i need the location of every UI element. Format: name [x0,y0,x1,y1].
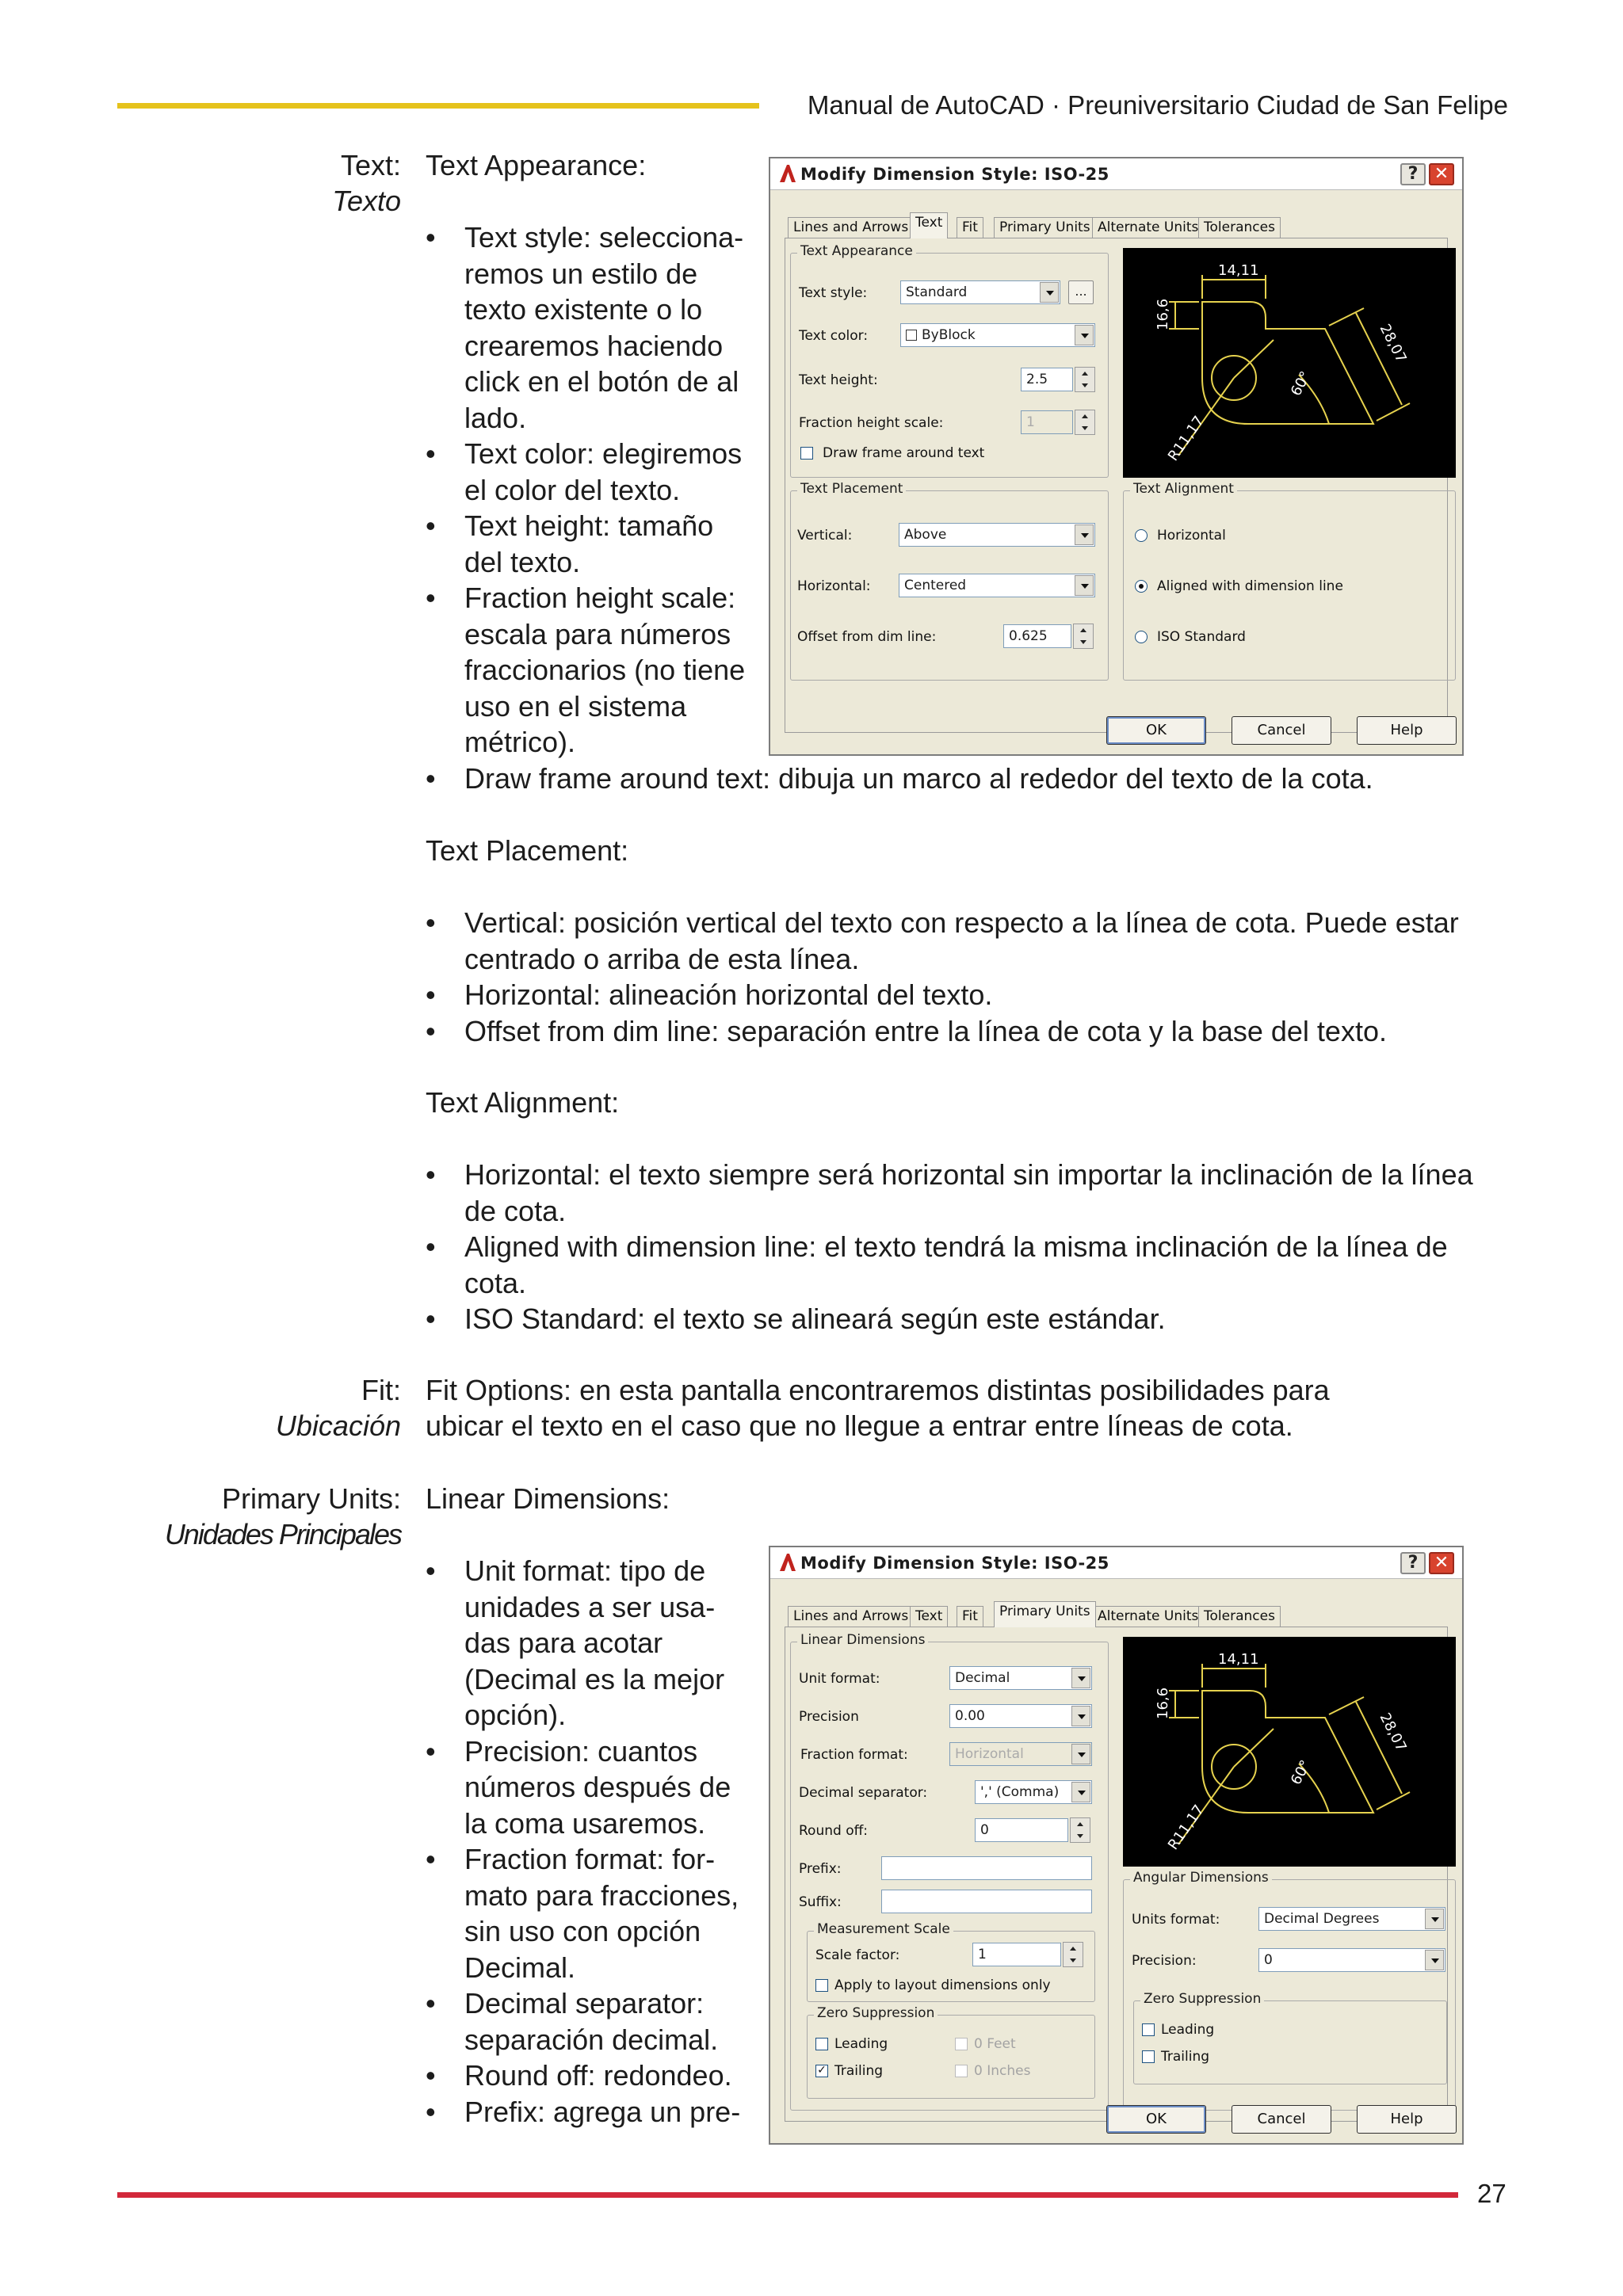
angular-dimensions-group [1123,1870,1456,2111]
offset-label: Offset from dim line: [797,629,937,645]
leading-checkbox[interactable] [815,2038,828,2050]
appearance-list-continued [426,761,1480,797]
chevron-down-icon [1075,524,1094,545]
color-swatch-icon [906,330,917,341]
chevron-down-icon [1040,282,1059,303]
feet-checkbox[interactable] [955,2038,968,2050]
preview-dim-angle: 60° [1287,368,1315,399]
draw-frame-checkbox[interactable] [800,447,813,460]
preview-dim-right: 28,07 [1376,321,1410,366]
tab-text[interactable]: Text [910,1606,948,1627]
trailing-checkbox[interactable]: ✓ [815,2065,828,2077]
vertical-label: Vertical: [797,528,853,543]
text-height-label: Text height: [799,372,878,388]
side-term-text [332,147,401,219]
chevron-down-icon [1071,1744,1090,1764]
dialog-title: Modify Dimension Style: ISO-25 [800,165,1109,184]
cancel-button[interactable]: Cancel [1232,716,1331,745]
linear-heading: Linear Dimensions: [426,1482,670,1515]
fraction-height-spinner[interactable] [1075,410,1095,435]
list-item: • Fraction format: for- mato para fracciones, sin uso con opción Decimal. [426,1841,774,1985]
dialog-titlebar [770,1547,1462,1579]
group-label: Text Appearance [797,243,916,259]
angular-trailing-label: Trailing [1161,2049,1210,2065]
tab-lines-and-arrows[interactable]: Lines and Arrows [788,1606,914,1627]
style-preview [1123,248,1456,478]
list-item: • Decimal separator: separación decimal. [426,1985,774,2058]
feet-label: 0 Feet [974,2036,1016,2052]
inches-label: 0 Inches [974,2063,1031,2079]
list-item: • ISO Standard: el texto se alineará según este estándar. [426,1301,1480,1337]
tab-alternate-units[interactable]: Alternate Units [1092,217,1204,238]
dialog-titlebar [770,158,1462,190]
prefix-field[interactable] [881,1856,1092,1880]
preview-drawing [1123,248,1456,478]
align-horizontal-radio[interactable] [1135,529,1148,542]
units-list [426,1553,774,2130]
side-term-primary-units [165,1481,401,1552]
close-button[interactable]: ✕ [1429,1552,1454,1574]
tab-primary-units[interactable]: Primary Units [994,1601,1096,1627]
list-item: • Round off: redondeo. [426,2058,774,2094]
close-button[interactable]: ✕ [1429,163,1454,185]
chevron-down-icon [1071,1668,1090,1688]
align-horizontal-label: Horizontal [1157,528,1226,543]
preview-dim-top: 14,11 [1218,1651,1259,1668]
suffix-label: Suffix: [799,1894,842,1910]
term-translation: Unidades Principales [164,1518,401,1550]
list-item: • Vertical: posición vertical del texto con respecto a la línea de cota. Puede estar centrado o arriba de esta línea. [426,905,1480,977]
text-placement-group [790,481,1109,681]
help-button[interactable]: Help [1357,2105,1457,2134]
preview-part-outline [1202,1691,1373,1813]
preview-dim-angle: 60° [1287,1757,1315,1788]
fraction-format-label: Fraction format: [800,1747,908,1763]
draw-frame-label: Draw frame around text [823,445,985,461]
ok-button[interactable]: OK [1106,716,1206,745]
preview-dim-radius: R11,17 [1164,413,1208,464]
units-format-label: Units format: [1132,1912,1220,1928]
inches-checkbox[interactable] [955,2065,968,2077]
angular-zero-suppression-group [1133,1991,1447,2084]
trailing-label: Trailing [834,2063,884,2079]
unit-format-select[interactable]: Decimal [949,1666,1092,1690]
decimal-separator-select[interactable]: ',' (Comma) [975,1780,1092,1804]
measurement-scale-group [807,1921,1095,2002]
modify-dimension-style-dialog-units [769,1546,1464,2145]
group-label: Text Placement [797,481,906,497]
scale-factor-label: Scale factor: [815,1947,900,1963]
autocad-logo-icon [778,1552,797,1573]
appearance-heading: Text Appearance: [426,149,647,181]
autocad-logo-icon [778,163,797,184]
help-title-button[interactable]: ? [1400,163,1426,185]
apply-layout-label: Apply to layout dimensions only [834,1978,1051,1993]
list-item: • Draw frame around text: dibuja un marco al rededor del texto de la cota. [426,761,1480,797]
round-off-spinner[interactable] [1070,1817,1090,1843]
preview-dim-top: 14,11 [1218,262,1259,279]
tab-primary-units[interactable]: Primary Units [994,217,1096,238]
list-item: • Prefix: agrega un pre- [426,2094,774,2130]
group-label: Text Alignment [1130,481,1237,497]
chevron-down-icon [1075,575,1094,596]
linear-dimensions-group [790,1632,1109,2111]
zero-suppression-group [807,2005,1095,2099]
round-off-field[interactable]: 0 [975,1818,1068,1842]
preview-dim-right: 28,07 [1376,1710,1410,1755]
text-appearance-group [790,243,1109,478]
prefix-label: Prefix: [799,1861,842,1877]
fit-line-2: ubicar el texto en el caso que no llegue a entrar entre líneas de cota. [426,1409,1293,1442]
side-term-fit [276,1372,401,1444]
list-item: • Horizontal: alineación horizontal del texto. [426,977,1480,1013]
text-height-field[interactable]: 2.5 [1021,368,1073,391]
style-preview [1123,1637,1456,1867]
round-off-label: Round off: [799,1823,869,1839]
angular-leading-label: Leading [1161,2022,1215,2038]
tab-tolerances[interactable]: Tolerances [1198,217,1281,238]
chevron-down-icon [1071,1706,1090,1726]
preview-part-outline [1202,302,1373,424]
preview-dim-left: 16,6 [1155,1687,1171,1719]
align-aligned-label: Aligned with dimension line [1157,578,1343,594]
preview-drawing [1123,1637,1456,1867]
offset-field[interactable]: 0.625 [1003,624,1071,648]
angular-precision-select[interactable]: 0 [1258,1948,1445,1972]
modify-dimension-style-dialog-text [769,157,1464,756]
tab-fit[interactable]: Fit [957,1606,983,1627]
decimal-separator-label: Decimal separator: [799,1785,928,1801]
list-item: • Text color: elegiremos el color del texto. [426,436,774,508]
footer-accent-rule [117,2192,1458,2198]
term-label: Text: [340,149,401,181]
precision-label: Precision [799,1709,859,1725]
fraction-format-select[interactable]: Horizontal [949,1742,1092,1766]
leading-label: Leading [834,2036,888,2052]
offset-spinner[interactable] [1073,624,1094,649]
horizontal-select[interactable]: Centered [899,574,1095,597]
align-aligned-radio[interactable] [1135,580,1148,593]
fit-line-1: Fit Options: en esta pantalla encontraremos distintas posibilidades para [426,1374,1330,1406]
header-accent-rule [117,103,759,109]
text-color-select[interactable]: ByBlock [900,323,1095,347]
list-item: • Offset from dim line: separación entre la línea de cota y la base del texto. [426,1013,1480,1050]
precision-select[interactable]: 0.00 [949,1704,1092,1728]
text-style-select[interactable]: Standard [900,280,1060,304]
angular-precision-label: Precision: [1132,1953,1197,1969]
tab-panel [785,238,1448,733]
text-color-label: Text color: [799,328,869,344]
group-label: Angular Dimensions [1130,1870,1272,1886]
placement-list [426,905,1480,1049]
list-item: • Unit format: tipo de unidades a ser usa- das para acotar (Decimal es la mejor opción). [426,1553,774,1733]
list-item: • Horizontal: el texto siempre será horizontal sin importar la inclinación de la línea de cota. [426,1157,1480,1229]
angular-trailing-checkbox[interactable] [1142,2050,1155,2063]
appearance-list [426,219,774,761]
term-label: Fit: [361,1374,401,1406]
align-iso-radio[interactable] [1135,631,1148,643]
text-height-spinner[interactable] [1075,367,1095,392]
tab-alternate-units[interactable]: Alternate Units [1092,1606,1204,1627]
tab-tolerances[interactable]: Tolerances [1198,1606,1281,1627]
term-label: Primary Units: [221,1482,401,1515]
align-iso-label: ISO Standard [1157,629,1246,645]
fraction-height-field[interactable]: 1 [1021,410,1073,434]
list-item: • Aligned with dimension line: el texto tendrá la misma inclinación de la línea de cota. [426,1229,1480,1301]
scale-factor-field[interactable]: 1 [972,1943,1061,1966]
apply-layout-checkbox[interactable] [815,1979,828,1992]
cancel-button[interactable]: Cancel [1232,2105,1331,2134]
list-item: • Fraction height scale: escala para números fraccionarios (no tiene uso en el sistema métrico). [426,580,774,761]
help-title-button[interactable]: ? [1400,1552,1426,1574]
fraction-height-label: Fraction height scale: [799,415,944,431]
list-item: • Text style: selecciona- remos un estilo de texto existente o lo crearemos haciendo click en el botón de al lado. [426,219,774,436]
group-label: Zero Suppression [814,2005,938,2021]
alignment-heading: Text Alignment: [426,1086,620,1119]
tab-text[interactable]: Text [910,212,948,238]
group-label: Measurement Scale [814,1921,953,1937]
unit-format-label: Unit format: [799,1671,880,1687]
text-style-browse-button[interactable]: ... [1068,280,1094,304]
tab-fit[interactable]: Fit [957,217,983,238]
angular-leading-checkbox[interactable] [1142,2023,1155,2036]
placement-heading: Text Placement: [426,834,629,867]
dialog-title: Modify Dimension Style: ISO-25 [800,1554,1109,1573]
chevron-down-icon [1071,1782,1090,1802]
group-label: Linear Dimensions [797,1632,928,1648]
page-number: 27 [1477,2179,1507,2208]
ok-button[interactable]: OK [1106,2105,1206,2134]
text-style-label: Text style: [799,285,868,301]
term-translation: Texto [332,185,401,217]
suffix-field[interactable] [881,1890,1092,1913]
units-format-select[interactable]: Decimal Degrees [1258,1907,1445,1931]
alignment-list [426,1157,1480,1337]
chevron-down-icon [1075,325,1094,345]
preview-dim-left: 16,6 [1155,298,1171,330]
help-button[interactable]: Help [1357,716,1457,745]
vertical-select[interactable]: Above [899,523,1095,547]
term-translation: Ubicación [275,1409,401,1442]
chevron-down-icon [1425,1909,1444,1929]
list-item: • Precision: cuantos números después de la coma usaremos. [426,1733,774,1842]
horizontal-label: Horizontal: [797,578,871,594]
group-label: Zero Suppression [1140,1991,1264,2007]
preview-dim-radius: R11,17 [1164,1802,1208,1853]
scale-factor-spinner[interactable] [1063,1942,1083,1967]
list-item: • Text height: tamaño del texto. [426,508,774,580]
running-header: Manual de AutoCAD · Preuniversitario Ciudad de San Felipe [807,90,1508,120]
tab-lines-and-arrows[interactable]: Lines and Arrows [788,217,914,238]
tab-panel [785,1627,1448,2122]
chevron-down-icon [1425,1950,1444,1970]
text-alignment-group [1123,481,1456,681]
